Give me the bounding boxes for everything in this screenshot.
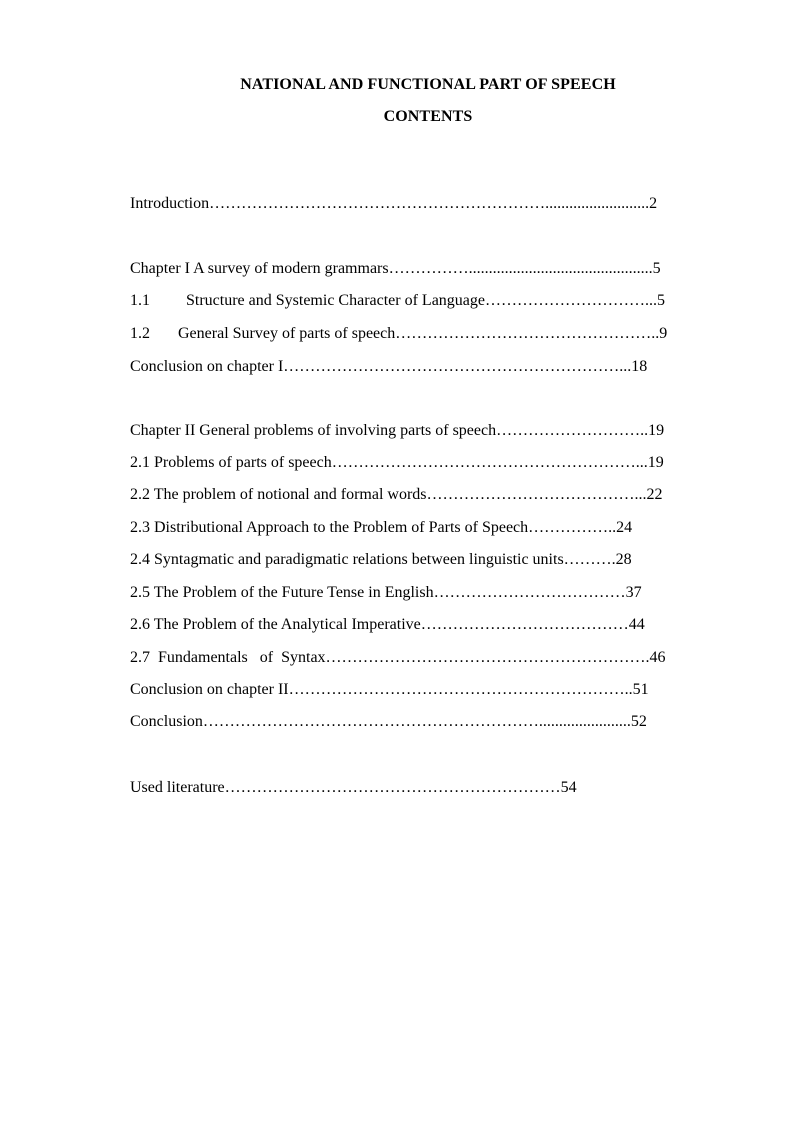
toc-leader-dots: ……………………………………………………….. xyxy=(288,681,633,698)
toc-entry-label: Conclusion on chapter II xyxy=(130,681,289,698)
toc-entry-label: 1.1 Structure and Systemic Character of Language xyxy=(130,292,485,309)
toc-page-number: 28 xyxy=(615,551,632,568)
toc-entry-label: Conclusion on chapter I xyxy=(130,358,284,375)
toc-page-number: 37 xyxy=(625,584,642,601)
document-title: NATIONAL AND FUNCTIONAL PART OF SPEECH xyxy=(240,76,616,93)
toc-page-number: 5 xyxy=(657,292,665,309)
toc-leader-dots: …………….. xyxy=(528,519,617,536)
toc-page-number: 19 xyxy=(648,422,665,439)
toc-leader-dots: ………………………………… xyxy=(420,616,629,633)
toc-leader-dots: …………………………………... xyxy=(426,486,647,503)
toc-entry-label: 2.7 Fundamentals of Syntax xyxy=(130,649,326,666)
toc-entry-label: Chapter II General problems of involving parts of speech xyxy=(130,422,497,439)
toc-leader-dots: ………………………………………………………....................... xyxy=(202,713,631,730)
toc-entry-label: 2.2 The problem of notional and formal words xyxy=(130,486,427,503)
toc-leader-dots: ……………………………… xyxy=(433,584,626,601)
contents-heading: CONTENTS xyxy=(383,108,473,125)
toc-page-number: 22 xyxy=(646,486,663,503)
toc-entry-label: 2.3 Distributional Approach to the Problem of Parts of Speech xyxy=(130,519,529,536)
toc-leader-dots: …………………………………………………... xyxy=(331,454,648,471)
toc-page-number: 2 xyxy=(649,195,658,212)
toc-leader-dots: ………………………………………….. xyxy=(395,325,660,342)
toc-entry-label: Chapter I A survey of modern grammars xyxy=(130,260,389,277)
toc-page-number: 44 xyxy=(628,616,645,633)
toc-page-number: 19 xyxy=(647,454,664,471)
toc-leader-dots: ………. xyxy=(563,551,616,568)
toc-entry-label: 2.4 Syntagmatic and paradigmatic relations between linguistic units xyxy=(130,551,564,568)
toc-page-number: 24 xyxy=(616,519,633,536)
toc-leader-dots: ………………………………………………………... xyxy=(283,358,632,375)
toc-leader-dots: ……………………………………………………… xyxy=(224,779,561,796)
toc-leader-dots: ……………………….. xyxy=(496,422,649,439)
toc-entry-conclusion xyxy=(114,692,647,752)
toc-page-number: 51 xyxy=(632,681,649,698)
toc-leader-dots: ……………………………………………………. xyxy=(325,649,650,666)
toc-page-number: 54 xyxy=(560,779,577,796)
toc-page-number: 5 xyxy=(652,260,661,277)
toc-leader-dots: …………….............................................. xyxy=(388,260,653,277)
toc-entry-label: Introduction xyxy=(130,195,210,212)
toc-page-number: 18 xyxy=(631,358,648,375)
toc-entry-label: 2.5 The Problem of the Future Tense in English xyxy=(130,584,434,601)
toc-page-number: 52 xyxy=(630,713,647,730)
toc-leader-dots: …………………………... xyxy=(485,292,657,309)
toc-entry-conclusion-chapter-1 xyxy=(114,337,647,397)
toc-entry-used-literature xyxy=(114,758,577,818)
toc-entry-label: 1.2 General Survey of parts of speech xyxy=(130,325,396,342)
toc-entry-label: 2.6 The Problem of the Analytical Imperative xyxy=(130,616,421,633)
toc-entry-label: 2.1 Problems of parts of speech xyxy=(130,454,332,471)
toc-entry-introduction xyxy=(114,174,657,234)
toc-page-number: 9 xyxy=(659,325,668,342)
toc-entry-label: Conclusion xyxy=(130,713,203,730)
toc-entry-label: Used literature xyxy=(130,779,225,796)
toc-page-number: 46 xyxy=(649,649,666,666)
toc-leader-dots: ……………………………………………………….......................... xyxy=(209,195,650,212)
